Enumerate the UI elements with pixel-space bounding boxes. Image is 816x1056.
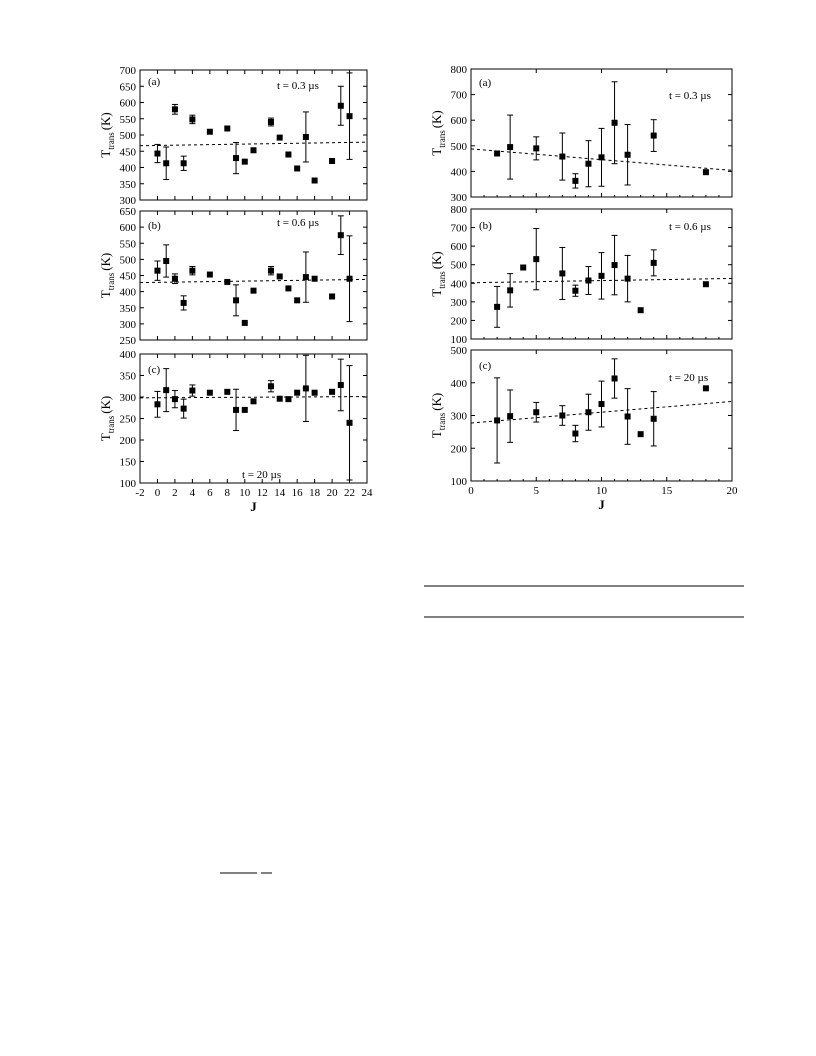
y-tick-label: 300: [450, 296, 467, 309]
data-point: [154, 151, 160, 157]
y-axis-title-main: T: [98, 290, 113, 299]
time-annotation: t = 0.6 µs: [277, 217, 319, 229]
data-point: [189, 116, 195, 122]
y-tick-label: 100: [450, 476, 467, 488]
data-point: [625, 152, 631, 158]
data-point: [572, 431, 578, 437]
panel-label: (a): [148, 76, 161, 88]
y-tick-label: 450: [119, 270, 136, 283]
data-point: [294, 390, 300, 396]
y-axis-title-unit: (K): [429, 251, 444, 270]
y-axis-title-unit: (K): [98, 395, 113, 414]
x-tick-label: 10: [596, 485, 607, 497]
data-point: [233, 407, 239, 413]
y-tick-label: 300: [119, 318, 136, 331]
x-tick-label: 2: [172, 487, 178, 499]
data-point: [181, 160, 187, 166]
y-axis-title-unit: (K): [98, 252, 113, 271]
y-tick-label: 600: [119, 222, 136, 235]
y-axis-title-main: T: [429, 430, 444, 439]
data-point: [303, 274, 309, 280]
data-point: [585, 161, 591, 167]
time-annotation: t = 0.3 µs: [669, 90, 711, 102]
y-tick-label: 700: [450, 222, 467, 235]
y-axis-title-subscript: trans: [437, 412, 447, 431]
y-tick-label: 100: [119, 478, 136, 490]
data-point: [599, 154, 605, 160]
data-point: [233, 297, 239, 303]
data-point: [507, 413, 513, 419]
data-point: [612, 262, 618, 268]
data-point: [638, 307, 644, 313]
data-point: [312, 178, 318, 184]
data-point: [599, 273, 605, 279]
y-tick-label: 700: [450, 89, 467, 102]
data-point: [494, 417, 500, 423]
x-tick-label: 0: [468, 485, 474, 497]
y-axis-title-unit: (K): [429, 110, 444, 129]
y-tick-label: 300: [450, 192, 467, 204]
y-axis-title-unit: (K): [429, 392, 444, 411]
panel-label: (b): [148, 220, 161, 232]
y-axis-title-main: T: [98, 149, 113, 158]
data-point: [559, 270, 565, 276]
x-tick-label: 22: [344, 487, 356, 499]
data-point: [224, 279, 230, 285]
y-tick-label: 250: [119, 413, 136, 426]
x-tick-label: 5: [533, 485, 539, 497]
data-point: [329, 389, 335, 395]
x-tick-label: 20: [726, 485, 738, 497]
data-point: [651, 133, 657, 139]
data-point: [585, 409, 591, 415]
data-point: [294, 297, 300, 303]
data-point: [533, 145, 539, 151]
y-tick-label: 400: [119, 162, 136, 175]
data-point: [285, 152, 291, 158]
data-point: [303, 134, 309, 140]
data-point: [559, 154, 565, 160]
y-tick-label: 500: [450, 140, 467, 153]
y-tick-label: 550: [119, 113, 136, 126]
data-point: [572, 178, 578, 184]
x-axis-title: J: [598, 497, 605, 512]
data-point: [329, 158, 335, 164]
y-axis-title-subscript: trans: [437, 130, 447, 148]
data-point: [703, 169, 709, 175]
data-point: [585, 278, 591, 284]
y-tick-label: 400: [119, 349, 136, 361]
y-axis-title: [98, 253, 116, 299]
data-point: [329, 293, 335, 299]
data-point: [154, 401, 160, 407]
data-point: [703, 385, 709, 391]
y-tick-label: 650: [119, 206, 136, 218]
data-point: [559, 413, 565, 419]
y-tick-label: 350: [119, 370, 136, 383]
y-tick-label: 350: [119, 178, 136, 191]
x-tick-label: 4: [189, 487, 196, 499]
y-tick-label: 500: [450, 259, 467, 272]
data-point: [638, 431, 644, 437]
data-point: [277, 396, 283, 402]
data-point: [599, 401, 605, 407]
chart-panel-2: [98, 206, 367, 347]
trend-line: [140, 142, 367, 146]
data-point: [303, 385, 309, 391]
data-point: [277, 273, 283, 279]
x-tick-label: 14: [274, 487, 286, 499]
y-tick-label: 100: [450, 334, 467, 346]
data-point: [154, 268, 160, 274]
y-tick-label: 700: [119, 65, 136, 77]
data-point: [172, 106, 178, 112]
data-point: [224, 389, 230, 395]
data-point: [338, 382, 344, 388]
data-point: [533, 409, 539, 415]
data-point: [285, 396, 291, 402]
y-axis-title-subscript: trans: [106, 132, 116, 150]
plot-frame: [140, 70, 367, 200]
data-point: [494, 150, 500, 156]
y-axis-title: [429, 251, 447, 297]
data-point: [181, 406, 187, 412]
data-point: [533, 256, 539, 262]
data-point: [347, 276, 353, 282]
data-point: [268, 119, 274, 125]
y-tick-label: 650: [119, 81, 136, 94]
x-tick-label: 0: [154, 487, 161, 499]
y-tick-label: 500: [119, 130, 136, 142]
data-point: [347, 113, 353, 119]
y-axis-title-main: T: [98, 433, 113, 442]
data-point: [242, 320, 248, 326]
x-tick-label: 18: [309, 487, 321, 499]
y-axis-title: [98, 112, 116, 158]
data-point: [507, 144, 513, 150]
chart-panel-6: [429, 345, 738, 512]
data-point: [347, 420, 353, 426]
time-annotation: t = 20 µs: [669, 372, 709, 384]
y-tick-label: 600: [119, 97, 136, 110]
data-point: [242, 407, 248, 413]
y-tick-label: 800: [450, 64, 467, 76]
time-annotation: t = 0.3 µs: [277, 80, 319, 92]
data-point: [207, 272, 213, 278]
data-point: [338, 232, 344, 238]
data-point: [494, 304, 500, 310]
y-tick-label: 250: [119, 335, 136, 347]
y-axis-title-main: T: [429, 147, 444, 156]
data-point: [651, 416, 657, 422]
panel-label: (c): [479, 360, 492, 372]
plot-frame: [140, 354, 367, 483]
x-tick-label: 16: [291, 487, 303, 499]
y-tick-label: 500: [119, 254, 136, 267]
data-point: [268, 268, 274, 274]
y-axis-title-subscript: trans: [106, 415, 116, 434]
data-point: [189, 388, 195, 394]
chart-panels: [98, 64, 738, 514]
data-point: [251, 288, 257, 294]
x-tick-label: 24: [361, 487, 373, 499]
data-point: [189, 268, 195, 274]
data-point: [612, 120, 618, 126]
y-tick-label: 400: [119, 286, 136, 299]
y-tick-label: 200: [450, 443, 467, 456]
data-point: [172, 396, 178, 402]
data-point: [294, 165, 300, 171]
data-point: [163, 160, 169, 166]
x-tick-label: 15: [661, 485, 673, 497]
data-point: [207, 390, 213, 396]
x-tick-label: 6: [207, 487, 213, 499]
data-point: [251, 398, 257, 404]
y-tick-label: 200: [450, 315, 467, 328]
data-point: [572, 288, 578, 294]
y-axis-title-unit: (K): [98, 112, 113, 131]
data-point: [625, 276, 631, 282]
data-point: [163, 387, 169, 393]
data-point: [625, 413, 631, 419]
time-annotation: t = 20 µs: [242, 469, 282, 481]
x-tick-label: 12: [256, 487, 268, 499]
x-tick-label: 8: [224, 487, 231, 499]
data-point: [207, 129, 213, 135]
data-point: [268, 383, 274, 389]
data-point: [703, 281, 709, 287]
x-tick-label: 20: [326, 487, 338, 499]
y-tick-label: 600: [450, 115, 467, 128]
y-axis-title: [429, 110, 447, 156]
data-point: [233, 155, 239, 161]
data-point: [277, 135, 283, 141]
y-tick-label: 350: [119, 302, 136, 315]
panel-label: (a): [479, 77, 492, 89]
data-point: [163, 258, 169, 264]
y-axis-title-subscript: trans: [437, 271, 447, 289]
data-point: [612, 375, 618, 381]
x-tick-label: -2: [135, 487, 145, 499]
y-tick-label: 400: [450, 278, 467, 291]
plot-frame: [140, 211, 367, 340]
data-point: [312, 276, 318, 282]
data-point: [285, 285, 291, 291]
panel-label: (b): [479, 220, 492, 232]
y-axis-title-subscript: trans: [106, 272, 116, 291]
data-point: [181, 300, 187, 306]
y-axis-title: [429, 393, 447, 439]
data-point: [520, 265, 526, 271]
data-point: [224, 126, 230, 132]
data-point: [242, 159, 248, 165]
y-tick-label: 200: [119, 435, 136, 447]
y-tick-label: 400: [450, 166, 467, 179]
data-point: [172, 276, 178, 282]
time-annotation: t = 0.6 µs: [669, 221, 711, 233]
y-tick-label: 150: [119, 456, 136, 469]
y-tick-label: 300: [450, 410, 467, 423]
y-tick-label: 400: [450, 377, 467, 390]
y-tick-label: 450: [119, 146, 136, 159]
y-tick-label: 300: [119, 392, 136, 404]
chart-panel-1: [98, 65, 367, 207]
y-tick-label: 800: [450, 204, 467, 216]
data-point: [651, 260, 657, 266]
chart-panel-3: [98, 349, 373, 514]
data-point: [338, 103, 344, 109]
chart-panel-4: [429, 64, 732, 204]
y-axis-title: [98, 396, 116, 442]
data-point: [312, 390, 318, 396]
data-point: [251, 147, 257, 153]
data-point: [507, 287, 513, 293]
panel-label: (c): [148, 364, 161, 376]
y-tick-label: 500: [450, 345, 467, 357]
y-tick-label: 300: [119, 195, 136, 207]
x-tick-label: 10: [239, 487, 251, 499]
chart-panel-5: [429, 204, 732, 346]
y-axis-title-main: T: [429, 288, 444, 297]
x-axis-title: J: [250, 499, 257, 514]
y-tick-label: 600: [450, 241, 467, 254]
y-tick-label: 550: [119, 238, 136, 251]
